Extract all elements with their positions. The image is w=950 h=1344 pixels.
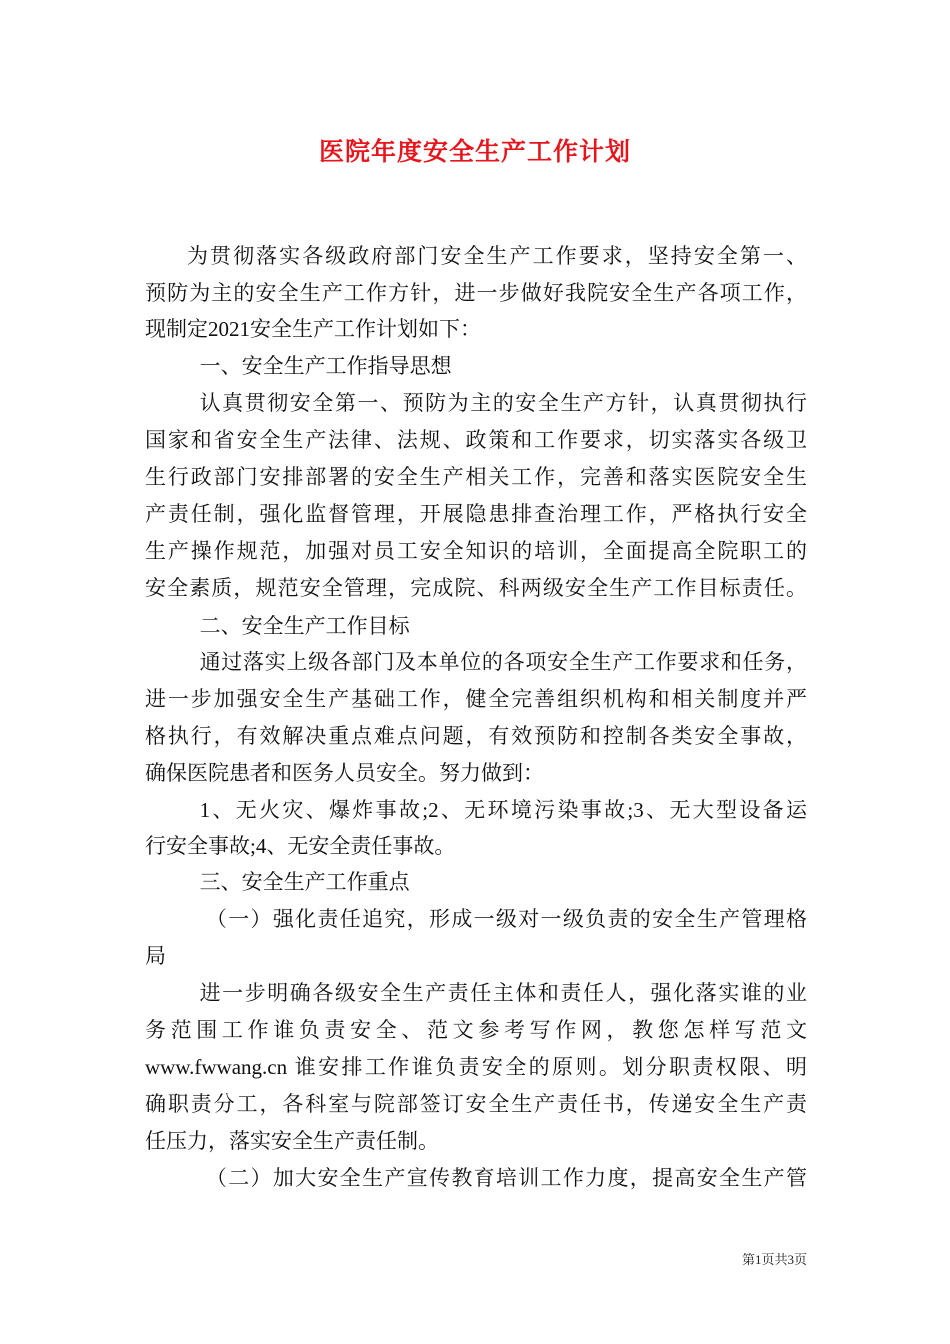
text-line: 局 (145, 944, 166, 968)
text-line: 二、安全生产工作目标 (199, 614, 410, 638)
text-line: 务范围工作谁负责安全、范文参考写作网，教您怎样写范文 (145, 1018, 807, 1042)
text-line: 一、安全生产工作指导思想 (199, 354, 452, 378)
text-line: 生行政部门安排部署的安全生产相关工作，完善和落实医院安全生 (145, 465, 807, 489)
text-line: 为贯彻落实各级政府部门安全生产工作要求，坚持安全第一、 (187, 244, 807, 268)
text-line: 国家和省安全生产法律、法规、政策和工作要求，切实落实各级卫 (145, 428, 807, 452)
text-line: 任压力，落实安全生产责任制。 (145, 1129, 439, 1153)
text-line: 产责任制，强化监督管理，开展隐患排查治理工作，严格执行安全 (145, 502, 807, 526)
text-line: 安全素质，规范安全管理，完成院、科两级安全生产工作目标责任。 (145, 576, 807, 600)
text-line: 认真贯彻安全第一、预防为主的安全生产方针，认真贯彻执行 (199, 391, 807, 415)
text-line: 格执行，有效解决重点难点问题，有效预防和控制各类安全事故， (145, 724, 807, 748)
text-line: （一）强化责任追究，形成一级对一级负责的安全生产管理格 (205, 907, 807, 931)
text-line: 预防为主的安全生产工作方针，进一步做好我院安全生产各项工作， (145, 281, 807, 305)
text-line: 现制定2021安全生产工作计划如下： (145, 317, 481, 341)
text-line: 1、无火灾、爆炸事故;2、无环境污染事故;3、无大型设备运 (199, 798, 807, 822)
text-line: 三、安全生产工作重点 (199, 870, 410, 894)
text-line: 确保医院患者和医务人员安全。努力做到： (145, 761, 544, 785)
page-number: 第1页共3页 (741, 1252, 807, 1267)
text-line: 生产操作规范，加强对员工安全知识的培训，全面提高全院职工的 (145, 539, 807, 563)
document-title: 医院年度安全生产工作计划 (318, 139, 631, 166)
text-line: 进一步明确各级安全生产责任主体和责任人，强化落实谁的业 (199, 981, 807, 1005)
text-line: （二）加大安全生产宣传教育培训工作力度，提高安全生产管 (205, 1166, 807, 1190)
text-line: 进一步加强安全生产基础工作，健全完善组织机构和相关制度并严 (145, 687, 807, 711)
text-line: 确职责分工，各科室与院部签订安全生产责任书，传递安全生产责 (145, 1092, 807, 1116)
text-line: 通过落实上级各部门及本单位的各项安全生产工作要求和任务， (199, 650, 807, 674)
text-line: www.fwwang.cn 谁安排工作谁负责安全的原则。划分职责权限、明 (145, 1055, 807, 1079)
text-line: 行安全事故;4、无安全责任事故。 (145, 834, 456, 858)
